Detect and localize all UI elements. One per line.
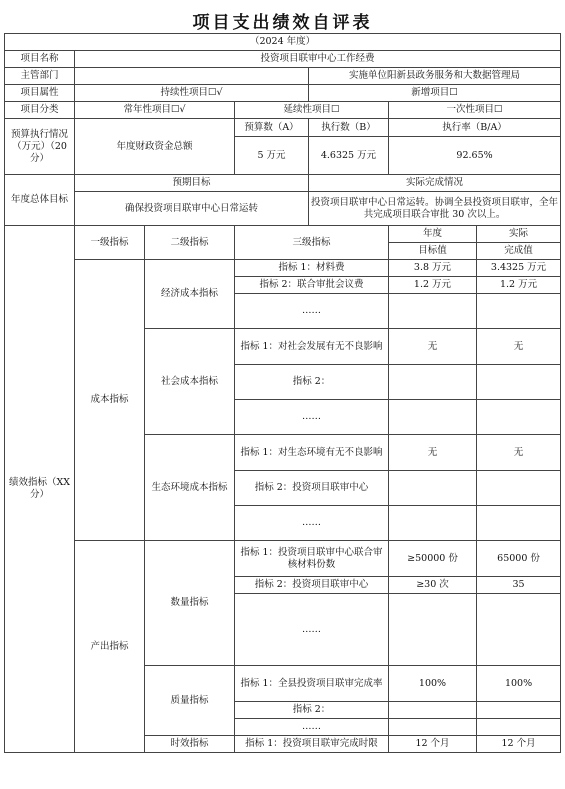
budget-header-row <box>5 119 561 137</box>
output-label: 产出指标 <box>75 541 145 753</box>
actual-value: 无 <box>477 435 561 471</box>
indicator-name: 指标 2：联合审批会议费 <box>235 277 389 294</box>
target-value <box>389 702 477 719</box>
category-extended: 延续性项目☐ <box>235 102 389 119</box>
budget-value-b: 4.6325 万元 <box>309 137 389 175</box>
indicator-ellipsis: …… <box>235 400 389 435</box>
category-label: 项目分类 <box>5 102 75 119</box>
target-value: 无 <box>389 435 477 471</box>
target-value <box>389 471 477 506</box>
target-value: 3.8 万元 <box>389 260 477 277</box>
target-value: 无 <box>389 329 477 365</box>
goal-actual: 投资项目联审中心日常运转。协调全县投资项目联审，全年共完成项目联合审批 30 次以上。 <box>309 192 561 226</box>
goal-header-row <box>5 175 561 192</box>
target-value <box>389 400 477 435</box>
header-actual-bottom: 完成值 <box>477 243 561 260</box>
header-level3: 三级指标 <box>235 226 389 260</box>
indicator-name: 指标 2：投资项目联审中心 <box>235 577 389 594</box>
budget-value-a: 5 万元 <box>235 137 309 175</box>
indicator-name: 指标 2：投资项目联审中心 <box>235 471 389 506</box>
target-value: 12 个月 <box>389 736 477 753</box>
indicator-ellipsis: …… <box>235 294 389 329</box>
budget-header-a: 预算数（A） <box>235 119 309 137</box>
attribute-row <box>5 85 561 102</box>
goal-expected: 确保投资项目联审中心日常运转 <box>75 192 309 226</box>
budget-header-rate: 执行率（B/A） <box>389 119 561 137</box>
actual-value: 3.4325 万元 <box>477 260 561 277</box>
attribute-continuing: 持续性项目☐√ <box>75 85 309 102</box>
indicator-name: 指标 1：投资项目联审中心联合审核材料份数 <box>235 541 389 577</box>
actual-value: 100% <box>477 666 561 702</box>
department-label: 主管部门 <box>5 68 75 85</box>
indicator-name: 指标 1：对社会发展有无不良影响 <box>235 329 389 365</box>
category-onetime: 一次性项目☐ <box>389 102 561 119</box>
indicator-name: 指标 1：全县投资项目联审完成率 <box>235 666 389 702</box>
actual-value: 12 个月 <box>477 736 561 753</box>
social-cost-label: 社会成本指标 <box>145 329 235 435</box>
target-value <box>389 719 477 736</box>
evaluation-table <box>4 33 561 753</box>
actual-value <box>477 719 561 736</box>
page-title: 项目支出绩效自评表 <box>192 13 373 33</box>
cost-label: 成本指标 <box>75 260 145 541</box>
indicator-ellipsis: …… <box>235 594 389 666</box>
budget-label: 预算执行情况（万元）（20 分） <box>5 119 75 175</box>
actual-value <box>477 471 561 506</box>
indicator-ellipsis: …… <box>235 506 389 541</box>
indicator-name: 指标 1：对生态环境有无不良影响 <box>235 435 389 471</box>
actual-value: 65000 份 <box>477 541 561 577</box>
target-value <box>389 365 477 400</box>
budget-value-rate: 92.65% <box>389 137 561 175</box>
actual-value <box>477 365 561 400</box>
target-value: 1.2 万元 <box>389 277 477 294</box>
actual-value <box>477 594 561 666</box>
goal-content-row <box>5 192 561 226</box>
target-value: ≥30 次 <box>389 577 477 594</box>
eco-cost-label: 生态环境成本指标 <box>145 435 235 541</box>
department-value: 实施单位阳新县政务服务和大数据管理局 <box>309 68 561 85</box>
attribute-label: 项目属性 <box>5 85 75 102</box>
target-value: 100% <box>389 666 477 702</box>
year-row <box>5 34 561 51</box>
indicator-ellipsis: …… <box>235 719 389 736</box>
department-row <box>5 68 561 85</box>
indicator-name: 指标 2： <box>235 702 389 719</box>
goal-actual-header: 实际完成情况 <box>309 175 561 192</box>
project-name-label: 项目名称 <box>5 51 75 68</box>
header-level2: 二级指标 <box>145 226 235 260</box>
quality-label: 质量指标 <box>145 666 235 736</box>
actual-value <box>477 294 561 329</box>
indicator-name: 指标 2： <box>235 365 389 400</box>
department-blank <box>75 68 309 85</box>
actual-value: 无 <box>477 329 561 365</box>
perf-header-row-1 <box>5 226 561 243</box>
target-value: ≥50000 份 <box>389 541 477 577</box>
year-label: （2024 年度） <box>5 34 561 51</box>
target-value <box>389 594 477 666</box>
budget-header-b: 执行数（B） <box>309 119 389 137</box>
actual-value <box>477 702 561 719</box>
header-actual-top: 实际 <box>477 226 561 243</box>
econ-cost-label: 经济成本指标 <box>145 260 235 329</box>
actual-value: 35 <box>477 577 561 594</box>
table-row <box>5 260 561 277</box>
target-value <box>389 506 477 541</box>
budget-row-label: 年度财政资金总额 <box>75 119 235 175</box>
indicator-name: 指标 1：投资项目联审完成时限 <box>235 736 389 753</box>
category-row <box>5 102 561 119</box>
perf-label: 绩效指标（XX 分） <box>5 226 75 753</box>
goal-expected-header: 预期目标 <box>75 175 309 192</box>
project-name-value: 投资项目联审中心工作经费 <box>75 51 561 68</box>
table-row <box>5 541 561 577</box>
timeliness-label: 时效指标 <box>145 736 235 753</box>
actual-value <box>477 506 561 541</box>
header-target-bottom: 目标值 <box>389 243 477 260</box>
header-level1: 一级指标 <box>75 226 145 260</box>
project-name-row <box>5 51 561 68</box>
quantity-label: 数量指标 <box>145 541 235 666</box>
attribute-new: 新增项目☐ <box>309 85 561 102</box>
actual-value: 1.2 万元 <box>477 277 561 294</box>
target-value <box>389 294 477 329</box>
category-regular: 常年性项目☐√ <box>75 102 235 119</box>
header-target-top: 年度 <box>389 226 477 243</box>
indicator-name: 指标 1：材料费 <box>235 260 389 277</box>
goal-label: 年度总体目标 <box>5 175 75 226</box>
actual-value <box>477 400 561 435</box>
